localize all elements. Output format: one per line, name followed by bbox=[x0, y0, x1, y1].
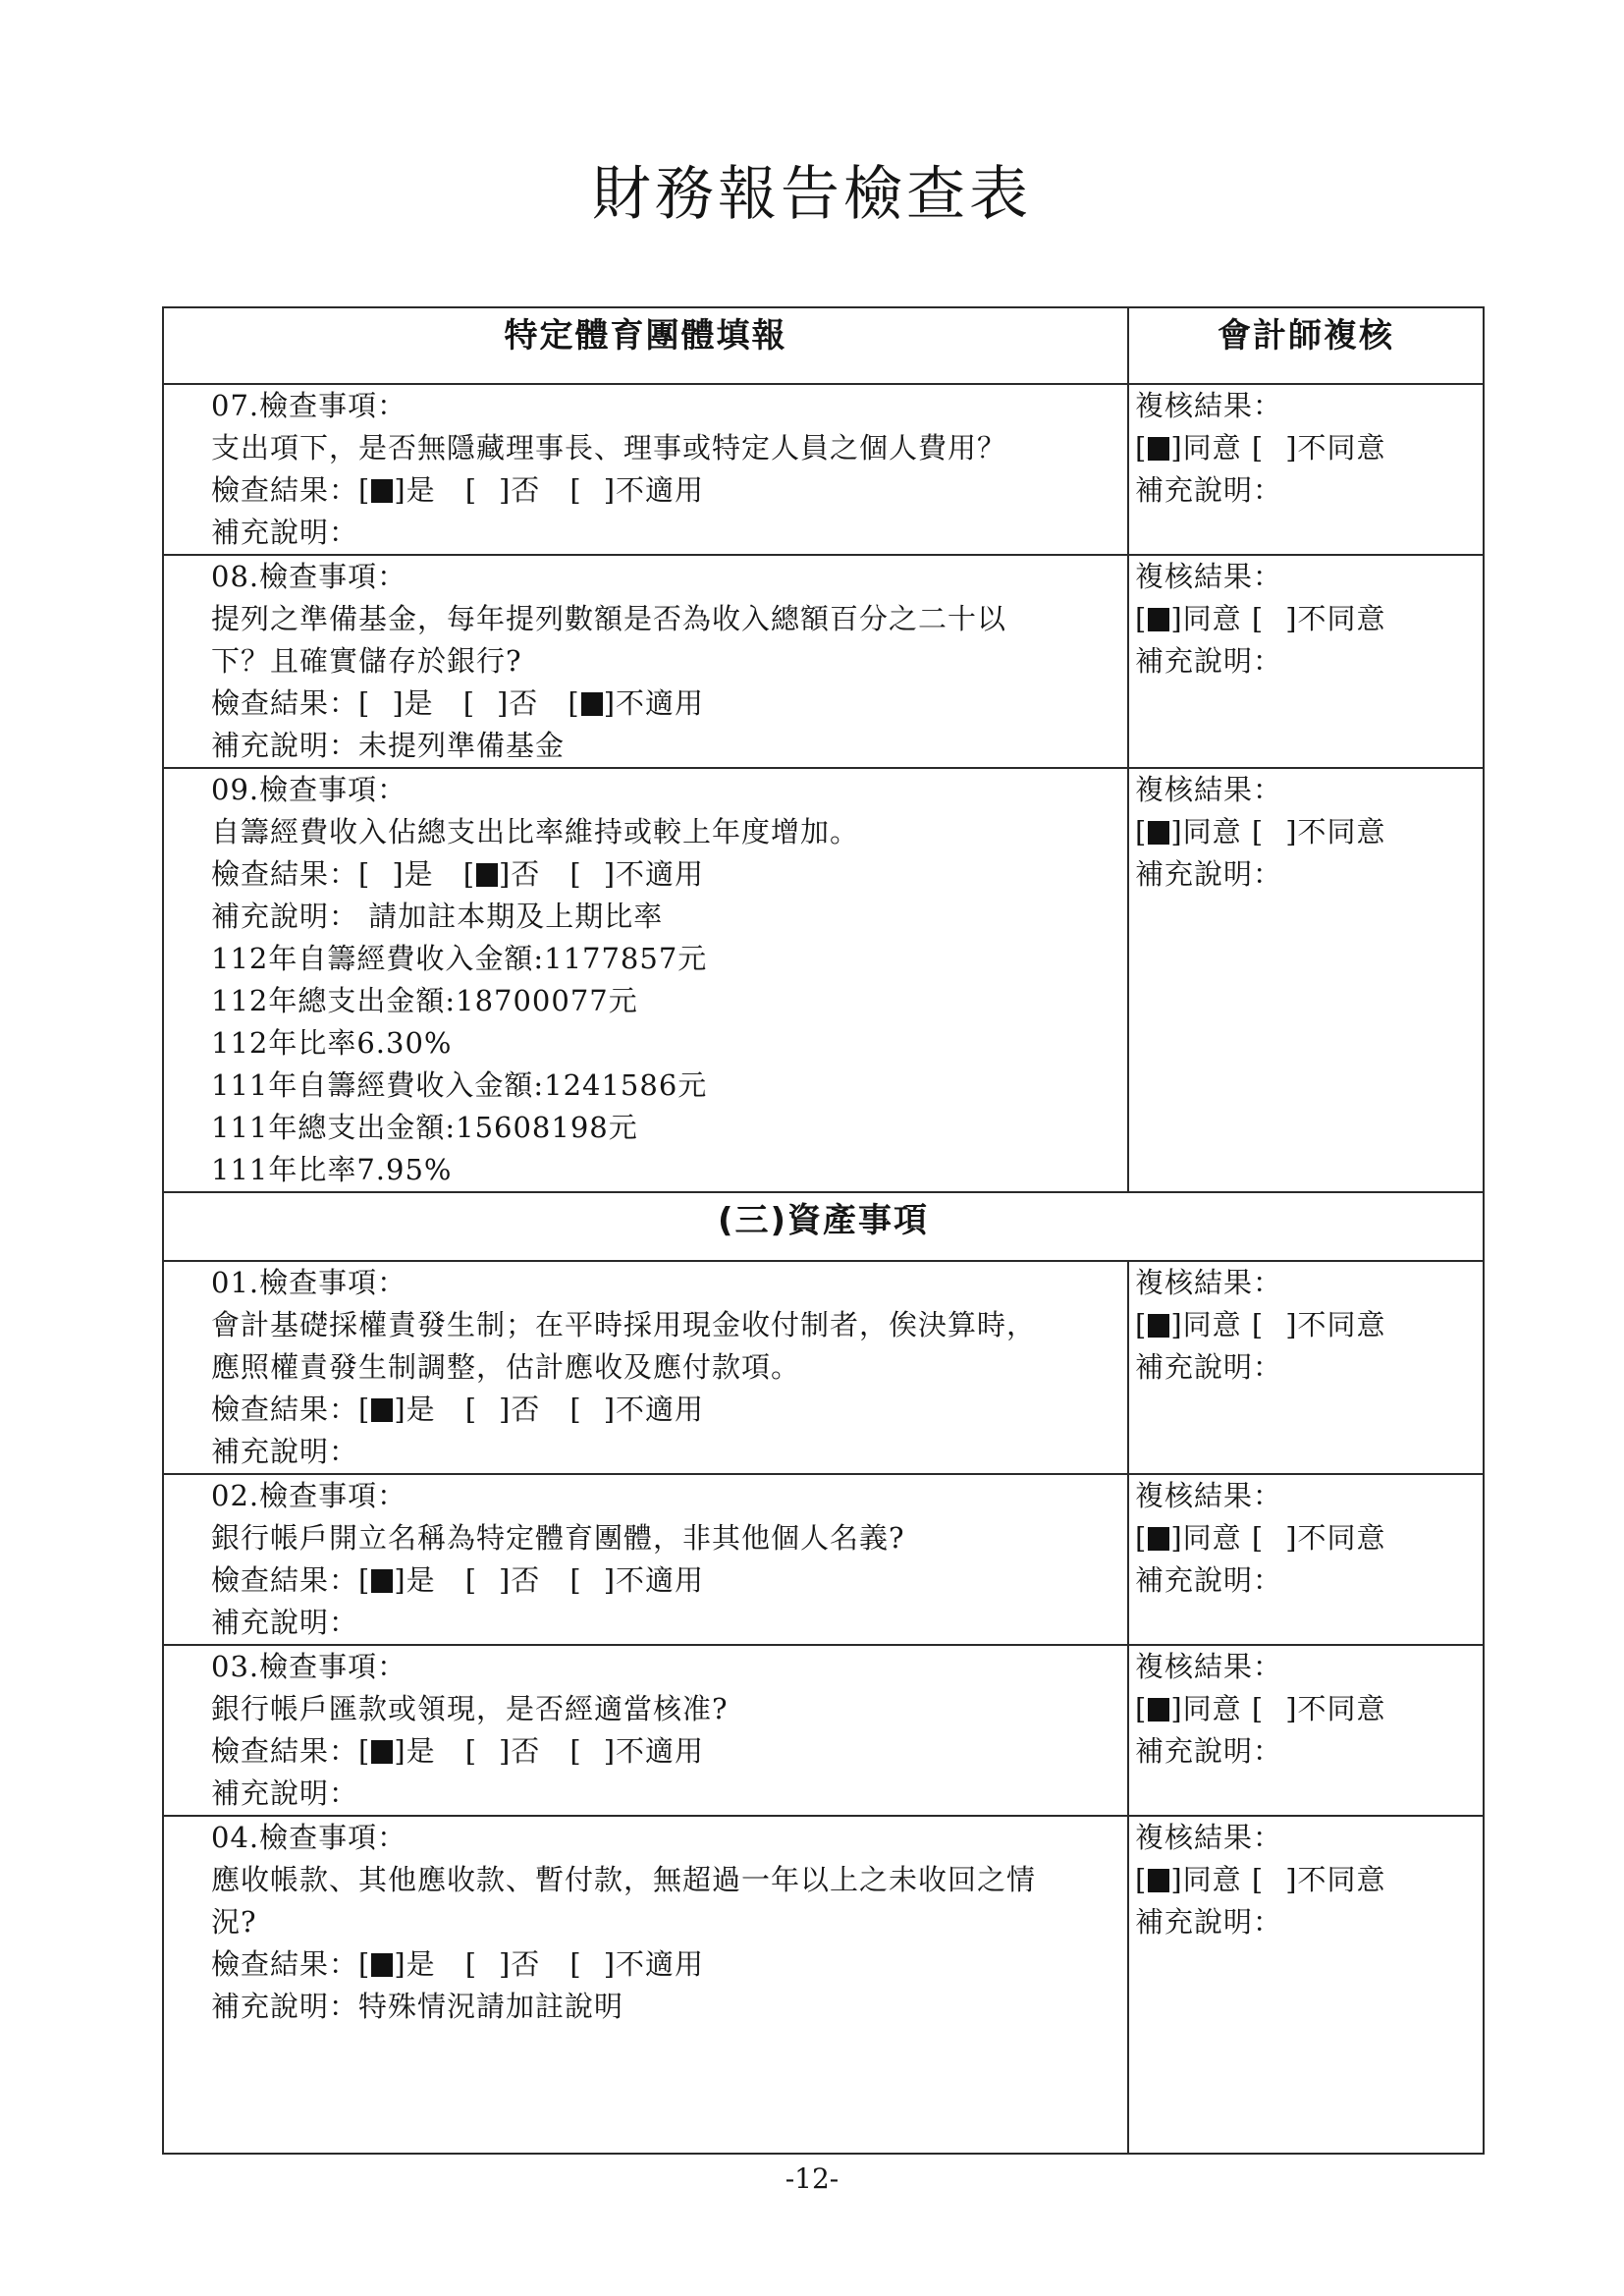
note-detail: 111年總支出金額:15608198元 bbox=[211, 1111, 638, 1144]
option-agree: 同意 bbox=[1182, 815, 1242, 848]
item-number: 04.檢查事項： bbox=[211, 1821, 407, 1854]
header-right: 會計師複核 bbox=[1128, 307, 1484, 384]
note-text: 補充說明： bbox=[211, 1435, 359, 1468]
note-text: 補充說明： bbox=[211, 1606, 359, 1639]
check-result: 檢查結果：[ ]是 [ ]否 [ ]不適用 bbox=[211, 473, 705, 507]
item-question: 銀行帳戶開立名稱為特定體育團體，非其他個人名義? bbox=[211, 1521, 905, 1555]
review-note-label: 補充說明： bbox=[1135, 1905, 1283, 1939]
page-title: 財務報告檢查表 bbox=[592, 160, 1032, 229]
check-item-cell bbox=[163, 1816, 1128, 2154]
review-result-label: 複核結果： bbox=[1135, 560, 1283, 593]
review-cell bbox=[1128, 1261, 1484, 1474]
check-result-label: 檢查結果： bbox=[211, 1734, 359, 1768]
check-result: 檢查結果：[ ]是 [ ]否 [ ]不適用 bbox=[211, 686, 705, 720]
group-income-expense bbox=[163, 384, 1484, 1192]
checkbox-na[interactable] bbox=[581, 692, 603, 716]
page-number: -12- bbox=[785, 2162, 839, 2195]
review-options: [ ]同意 [ ]不同意 bbox=[1135, 1308, 1386, 1341]
review-result-label: 複核結果： bbox=[1135, 1479, 1283, 1512]
option-agree: 同意 bbox=[1182, 1308, 1242, 1341]
check-item-cell bbox=[163, 768, 1128, 1192]
option-no: 否 bbox=[511, 1393, 541, 1426]
item-question: 下？且確實儲存於銀行? bbox=[211, 644, 522, 678]
checkbox-agree[interactable] bbox=[1148, 437, 1169, 461]
checklist-row bbox=[163, 555, 1484, 768]
review-options: [ ]同意 [ ]不同意 bbox=[1135, 431, 1386, 465]
review-result-label: 複核結果： bbox=[1135, 773, 1283, 806]
option-agree: 同意 bbox=[1182, 1692, 1242, 1725]
option-no: 否 bbox=[511, 1947, 541, 1981]
option-agree: 同意 bbox=[1182, 1521, 1242, 1555]
review-note-label: 補充說明： bbox=[1135, 1350, 1283, 1384]
checkbox-yes[interactable] bbox=[371, 1569, 393, 1593]
option-disagree: 不同意 bbox=[1297, 1692, 1386, 1725]
item-number: 02.檢查事項： bbox=[211, 1479, 407, 1512]
checkbox-yes[interactable] bbox=[371, 479, 393, 503]
option-na: 不適用 bbox=[616, 473, 705, 507]
check-result-label: 檢查結果： bbox=[211, 1563, 359, 1597]
item-question: 應照權責發生制調整，估計應收及應付款項。 bbox=[211, 1350, 801, 1384]
check-result-label: 檢查結果： bbox=[211, 1947, 359, 1981]
checkbox-agree[interactable] bbox=[1148, 1314, 1169, 1338]
review-cell bbox=[1128, 1816, 1484, 2154]
checklist-row bbox=[163, 1261, 1484, 1474]
option-yes: 是 bbox=[406, 473, 436, 507]
option-disagree: 不同意 bbox=[1297, 1863, 1386, 1896]
checkbox-agree[interactable] bbox=[1148, 1869, 1169, 1892]
item-question: 應收帳款、其他應收款、暫付款，無超過一年以上之未收回之情 bbox=[211, 1863, 1037, 1896]
option-yes: 是 bbox=[404, 686, 434, 720]
check-item-cell bbox=[163, 1474, 1128, 1645]
check-result: 檢查結果：[ ]是 [ ]否 [ ]不適用 bbox=[211, 1563, 705, 1597]
note-detail: 112年自籌經費收入金額:1177857元 bbox=[211, 942, 708, 975]
check-item-cell bbox=[163, 555, 1128, 768]
note-text: 補充說明： bbox=[211, 1777, 359, 1810]
item-question: 銀行帳戶匯款或領現，是否經適當核准? bbox=[211, 1692, 729, 1725]
option-agree: 同意 bbox=[1182, 431, 1242, 465]
checkbox-agree[interactable] bbox=[1148, 608, 1169, 631]
checkbox-agree[interactable] bbox=[1148, 1527, 1169, 1551]
review-note-label: 補充說明： bbox=[1135, 644, 1283, 678]
checklist-row bbox=[163, 1474, 1484, 1645]
note-text: 補充說明：特殊情況請加註說明 bbox=[211, 1990, 624, 2023]
option-disagree: 不同意 bbox=[1297, 1308, 1386, 1341]
option-agree: 同意 bbox=[1182, 602, 1242, 635]
item-number: 09.檢查事項： bbox=[211, 773, 407, 806]
check-result-label: 檢查結果： bbox=[211, 1393, 359, 1426]
check-item-cell bbox=[163, 384, 1128, 555]
group-assets bbox=[163, 1261, 1484, 2154]
checklist-row bbox=[163, 1816, 1484, 2154]
review-cell bbox=[1128, 1474, 1484, 1645]
section-title: (三)資產事項 bbox=[163, 1192, 1484, 1261]
note-text: 補充說明：未提列準備基金 bbox=[211, 729, 566, 762]
check-result: 檢查結果：[ ]是 [ ]否 [ ]不適用 bbox=[211, 1734, 705, 1768]
item-number: 01.檢查事項： bbox=[211, 1266, 407, 1299]
review-cell bbox=[1128, 555, 1484, 768]
review-result-label: 複核結果： bbox=[1135, 1821, 1283, 1854]
option-yes: 是 bbox=[404, 857, 434, 891]
option-no: 否 bbox=[509, 686, 539, 720]
checkbox-agree[interactable] bbox=[1148, 1698, 1169, 1722]
option-no: 否 bbox=[511, 1563, 541, 1597]
review-cell bbox=[1128, 1645, 1484, 1816]
option-na: 不適用 bbox=[616, 686, 705, 720]
option-yes: 是 bbox=[406, 1563, 436, 1597]
checklist-row bbox=[163, 768, 1484, 1192]
check-result-label: 檢查結果： bbox=[211, 857, 359, 891]
check-item-cell bbox=[163, 1261, 1128, 1474]
item-question: 會計基礎採權責發生制；在平時採用現金收付制者，俟決算時， bbox=[211, 1308, 1037, 1341]
review-result-label: 複核結果： bbox=[1135, 389, 1283, 422]
checkbox-yes[interactable] bbox=[371, 1398, 393, 1422]
review-options: [ ]同意 [ ]不同意 bbox=[1135, 815, 1386, 848]
checkbox-agree[interactable] bbox=[1148, 821, 1169, 845]
item-number: 08.檢查事項： bbox=[211, 560, 407, 593]
checklist-table bbox=[162, 306, 1485, 2155]
check-result: 檢查結果：[ ]是 [ ]否 [ ]不適用 bbox=[211, 857, 705, 891]
review-options: [ ]同意 [ ]不同意 bbox=[1135, 1692, 1386, 1725]
check-result: 檢查結果：[ ]是 [ ]否 [ ]不適用 bbox=[211, 1393, 705, 1426]
item-question: 提列之準備基金，每年提列數額是否為收入總額百分之二十以 bbox=[211, 602, 1007, 635]
review-cell bbox=[1128, 768, 1484, 1192]
option-na: 不適用 bbox=[616, 1393, 705, 1426]
option-na: 不適用 bbox=[616, 1947, 705, 1981]
checkbox-no[interactable] bbox=[476, 863, 498, 887]
option-na: 不適用 bbox=[616, 1563, 705, 1597]
option-na: 不適用 bbox=[616, 1734, 705, 1768]
checkbox-yes[interactable] bbox=[371, 1953, 393, 1977]
option-disagree: 不同意 bbox=[1297, 1521, 1386, 1555]
review-note-label: 補充說明： bbox=[1135, 1563, 1283, 1597]
check-result: 檢查結果：[ ]是 [ ]否 [ ]不適用 bbox=[211, 1947, 705, 1981]
option-na: 不適用 bbox=[616, 857, 705, 891]
checklist-row bbox=[163, 384, 1484, 555]
review-note-label: 補充說明： bbox=[1135, 857, 1283, 891]
checklist-row bbox=[163, 1645, 1484, 1816]
check-result-label: 檢查結果： bbox=[211, 686, 359, 720]
item-question: 自籌經費收入佔總支出比率維持或較上年度增加。 bbox=[211, 815, 860, 848]
item-number: 03.檢查事項： bbox=[211, 1650, 407, 1683]
review-cell bbox=[1128, 384, 1484, 555]
review-options: [ ]同意 [ ]不同意 bbox=[1135, 602, 1386, 635]
option-no: 否 bbox=[511, 1734, 541, 1768]
option-disagree: 不同意 bbox=[1297, 602, 1386, 635]
item-question: 支出項下，是否無隱藏理事長、理事或特定人員之個人費用？ bbox=[211, 431, 1007, 465]
review-result-label: 複核結果： bbox=[1135, 1266, 1283, 1299]
check-result-label: 檢查結果： bbox=[211, 473, 359, 507]
review-note-label: 補充說明： bbox=[1135, 1734, 1283, 1768]
note-text: 補充說明： 請加註本期及上期比率 bbox=[211, 900, 664, 933]
item-number: 07.檢查事項： bbox=[211, 389, 407, 422]
option-disagree: 不同意 bbox=[1297, 431, 1386, 465]
note-text: 補充說明： bbox=[211, 516, 359, 549]
note-detail: 112年比率6.30% bbox=[211, 1026, 453, 1060]
review-options: [ ]同意 [ ]不同意 bbox=[1135, 1863, 1386, 1896]
option-disagree: 不同意 bbox=[1297, 815, 1386, 848]
review-result-label: 複核結果： bbox=[1135, 1650, 1283, 1683]
option-yes: 是 bbox=[406, 1393, 436, 1426]
note-detail: 112年總支出金額:18700077元 bbox=[211, 984, 638, 1017]
option-agree: 同意 bbox=[1182, 1863, 1242, 1896]
option-yes: 是 bbox=[406, 1734, 436, 1768]
checkbox-yes[interactable] bbox=[371, 1740, 393, 1764]
note-detail: 111年自籌經費收入金額:1241586元 bbox=[211, 1068, 708, 1102]
option-no: 否 bbox=[511, 473, 541, 507]
review-note-label: 補充說明： bbox=[1135, 473, 1283, 507]
check-item-cell bbox=[163, 1645, 1128, 1816]
item-question: 況? bbox=[211, 1905, 257, 1939]
option-no: 否 bbox=[511, 857, 541, 891]
option-yes: 是 bbox=[406, 1947, 436, 1981]
header-left: 特定體育團體填報 bbox=[163, 307, 1128, 384]
review-options: [ ]同意 [ ]不同意 bbox=[1135, 1521, 1386, 1555]
note-detail: 111年比率7.95% bbox=[211, 1153, 453, 1186]
